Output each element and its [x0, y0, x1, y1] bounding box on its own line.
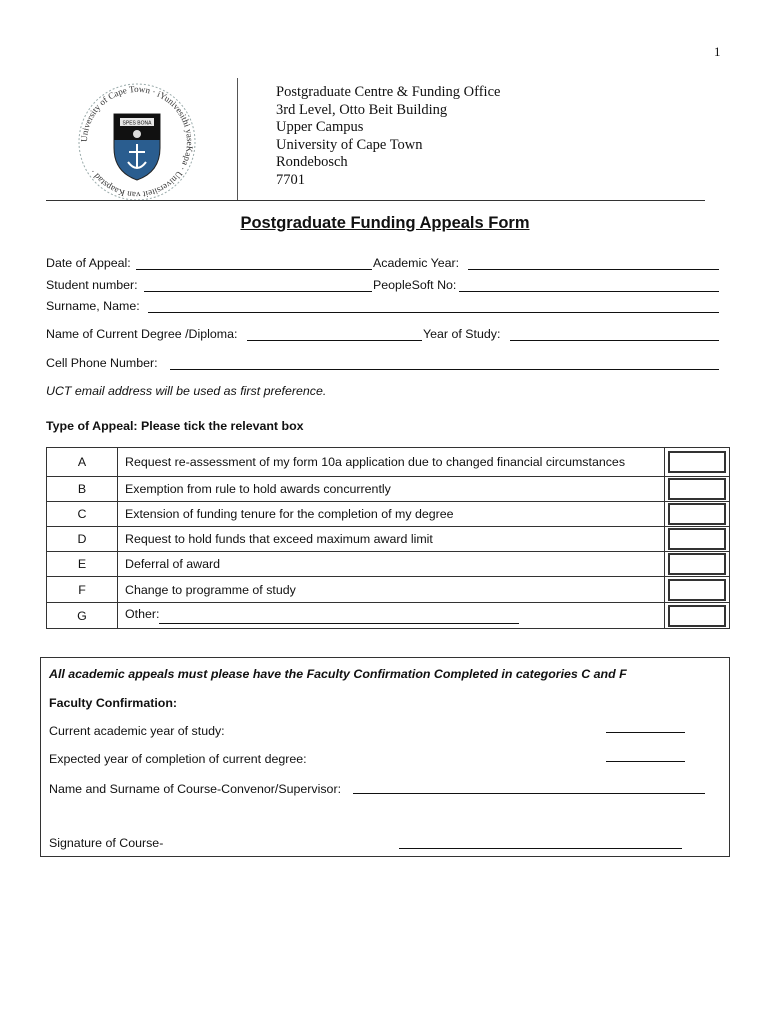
- appeal-checkbox-c[interactable]: [668, 503, 726, 525]
- signature-label: Signature of Course-: [49, 836, 164, 850]
- appeal-description: Exemption from rule to hold awards concurrently: [118, 477, 665, 502]
- address-line: Upper Campus: [276, 119, 364, 136]
- surname-name-field[interactable]: [148, 312, 719, 313]
- appeal-letter: G: [47, 603, 118, 629]
- appeal-description: Request to hold funds that exceed maximum award limit: [118, 527, 665, 552]
- email-note: UCT email address will be used as first preference.: [46, 384, 327, 398]
- appeal-letter: A: [47, 448, 118, 477]
- appeal-checkbox-cell: [665, 577, 730, 603]
- appeal-description: Deferral of award: [118, 552, 665, 577]
- surname-name-label: Surname, Name:: [46, 299, 140, 313]
- address-line: 3rd Level, Otto Beit Building: [276, 101, 448, 118]
- appeal-checkbox-e[interactable]: [668, 553, 726, 575]
- address-line: Postgraduate Centre & Funding Office: [276, 84, 501, 100]
- header-divider: [237, 78, 238, 200]
- appeal-checkbox-cell: [665, 477, 730, 502]
- appeal-checkbox-a[interactable]: [668, 451, 726, 473]
- year-of-study-field[interactable]: [510, 340, 719, 341]
- table-row: [47, 527, 730, 552]
- appeal-letter: D: [47, 527, 118, 552]
- office-address: [276, 84, 500, 190]
- current-degree-label: Name of Current Degree /Diploma:: [46, 327, 238, 341]
- table-row: [47, 577, 730, 603]
- expected-completion-label: Expected year of completion of current degree:: [49, 752, 307, 766]
- appeal-checkbox-d[interactable]: [668, 528, 726, 550]
- appeal-letter: C: [47, 502, 118, 527]
- appeal-checkbox-cell: [665, 603, 730, 629]
- seal-ring-text: University of Cape Town · iYunivesithi yaseKapa · Universiteit van Kaapstad ·: [78, 83, 196, 201]
- appeal-description: Request re-assessment of my form 10a application due to changed financial circumstances: [118, 448, 665, 477]
- table-row: [47, 477, 730, 502]
- other-field[interactable]: [159, 609, 519, 624]
- date-of-appeal-field[interactable]: [136, 269, 372, 270]
- cell-phone-label: Cell Phone Number:: [46, 356, 158, 370]
- faculty-confirmation-heading: Faculty Confirmation:: [49, 696, 178, 710]
- current-academic-year-label: Current academic year of study:: [49, 724, 225, 738]
- year-of-study-label: Year of Study:: [423, 327, 501, 341]
- appeal-description: Extension of funding tenure for the completion of my degree: [118, 502, 665, 527]
- appeal-checkbox-cell: [665, 527, 730, 552]
- university-seal-logo: [76, 82, 198, 202]
- appeal-checkbox-g[interactable]: [668, 605, 726, 627]
- header-rule: [46, 200, 705, 201]
- appeal-description: Change to programme of study: [118, 577, 665, 603]
- other-label: Other:: [125, 607, 160, 621]
- address-line: Rondebosch: [276, 154, 348, 171]
- page-number: 1: [714, 44, 721, 59]
- table-row: [47, 502, 730, 527]
- academic-year-field[interactable]: [468, 269, 719, 270]
- form-title: Postgraduate Funding Appeals Form: [240, 214, 530, 232]
- date-of-appeal-label: Date of Appeal:: [46, 256, 131, 270]
- table-row: [47, 552, 730, 577]
- current-academic-year-field[interactable]: [606, 732, 685, 733]
- signature-field[interactable]: [399, 848, 682, 849]
- appeal-letter: E: [47, 552, 118, 577]
- peoplesoft-no-field[interactable]: [459, 291, 719, 292]
- student-number-field[interactable]: [144, 291, 372, 292]
- appeal-letter: B: [47, 477, 118, 502]
- address-line: 7701: [276, 171, 305, 188]
- appeal-checkbox-cell: [665, 552, 730, 577]
- table-row: [47, 448, 730, 477]
- convenor-name-field[interactable]: [353, 793, 705, 794]
- convenor-name-label: Name and Surname of Course-Convenor/Supervisor:: [49, 782, 342, 796]
- appeal-letter: F: [47, 577, 118, 603]
- cell-phone-field[interactable]: [170, 369, 719, 370]
- appeal-checkbox-cell: [665, 502, 730, 527]
- appeal-type-table: [46, 447, 730, 629]
- peoplesoft-no-label: PeopleSoft No:: [373, 278, 457, 292]
- appeal-description-other: [118, 603, 665, 629]
- address-line: University of Cape Town: [276, 136, 423, 153]
- table-row: [47, 603, 730, 629]
- seal-motto: SPES BONA: [122, 120, 152, 127]
- student-number-label: Student number:: [46, 278, 138, 292]
- appeal-checkbox-f[interactable]: [668, 579, 726, 601]
- academic-year-label: Academic Year:: [373, 256, 460, 270]
- appeal-checkbox-cell: [665, 448, 730, 477]
- appeal-type-heading: Type of Appeal: Please tick the relevant box: [46, 419, 304, 433]
- current-degree-field[interactable]: [247, 340, 422, 341]
- appeal-checkbox-b[interactable]: [668, 478, 726, 500]
- faculty-notice: All academic appeals must please have the Faculty Confirmation Completed in categories C and F: [49, 667, 627, 681]
- expected-completion-field[interactable]: [606, 761, 685, 762]
